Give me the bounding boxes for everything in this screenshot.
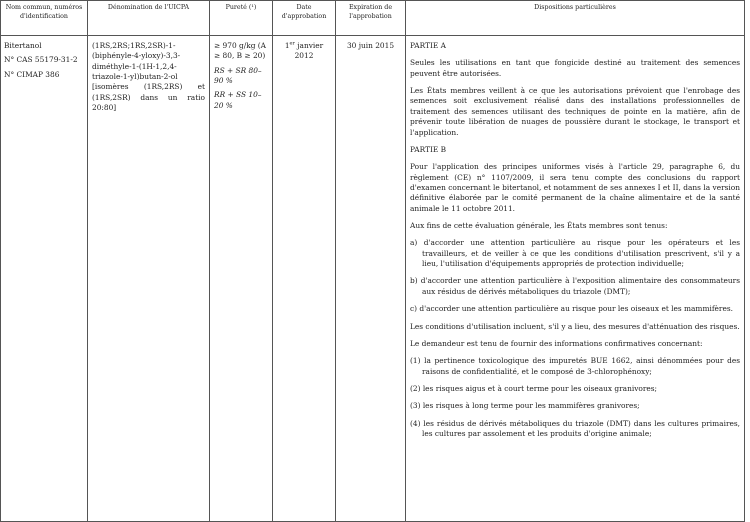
purity-rr-ss: RR + SS 10– 20 %: [214, 90, 262, 110]
part-a-paragraph-2: Les États membres veillent à ce que les autorisations prévoient que l'enrobage des semences soit exclusivement réalisé dans des installations professionnelles de traitement des semences utilisant des techniques de pointe en la matière, afin de prévenir toute libération de nuages de poussière durant le stockage, le transport et l'application.: [410, 86, 740, 137]
part-b-paragraph-3: Les conditions d'utilisation incluent, s'il y a lieu, des mesures d'atténuation des risques.: [410, 321, 740, 331]
approval-day-sup: er: [289, 40, 295, 47]
cas-number: N° CAS 55179-31-2: [4, 55, 78, 65]
part-b-paragraph-2: Aux fins de cette évaluation générale, les États membres sont tenus:: [410, 221, 668, 231]
list-item: c) d'accorder une attention particulière au risque pour les oiseaux et les mammifères.: [410, 304, 733, 314]
header-approval-date: Date d'approbation: [273, 1, 336, 36]
approval-day: 1: [284, 41, 290, 50]
list-item: (1) la pertinence toxicologique des impuretés BUE 1662, ainsi dénommées pour des raisons de confidentialité, et le composé de 3-chlorophénoxy;: [410, 356, 740, 376]
purity-rs-sr: RS + SR 80– 90 %: [214, 65, 262, 86]
header-provisions: Dispositions particulières: [406, 1, 745, 36]
part-b-paragraph-1: Pour l'application des principes uniformes visés à l'article 29, paragraphe 6, du règlement (CE) n° 1107/2009, il sera tenu compte des conclusions du rapport d'examen concernant le bitertanol, et notamment de ses annexes I et II, dans la version définitive élaborée par le comité permanent de la chaîne alimentaire et de la santé animale le 11 octobre 2011.: [410, 162, 740, 213]
table-header-row: [1, 1, 745, 36]
expiration-cell: [336, 36, 406, 522]
part-b-title: PARTIE B: [410, 144, 447, 154]
list-item: (3) les risques à long terme pour les mammifères granivores;: [410, 401, 640, 411]
part-b-paragraph-4: Le demandeur est tenu de fournir des informations confirmatives concernant:: [410, 338, 703, 348]
purity-cell: [210, 36, 273, 522]
common-name-cell: [1, 36, 88, 522]
header-common-name: Nom commun, numéros d'identification: [1, 1, 88, 36]
header-expiration: Expiration de l'approbation: [336, 1, 406, 36]
list-item: (2) les risques aigus et à court terme pour les oiseaux granivores;: [410, 383, 658, 393]
list-item: a) d'accorder une attention particulière au risque pour les opérateurs et les travailleurs, et de veiller à ce que les conditions d'utilisation prescrivent, s'il y a lieu, l'utilisation d'équipements appropriés de protection individuelle;: [410, 238, 740, 269]
expiration-date: 30 juin 2015: [346, 41, 395, 50]
part-a-paragraph-1: Seules les utilisations en tant que fongicide destiné au traitement des semences peuvent être autorisées.: [410, 58, 740, 78]
list-item: (4) les résidus de dérivés métaboliques du triazole (DMT) dans les cultures primaires, les cultures par assolement et les produits d'origine animale;: [410, 418, 740, 439]
header-purity: Pureté (¹): [210, 1, 273, 36]
header-iupac: Dénomination de l'UICPA: [88, 1, 210, 36]
cimap-number: N° CIMAP 386: [4, 69, 60, 79]
provisions-cell: [406, 36, 745, 522]
part-a-title: PARTIE A: [410, 41, 446, 50]
list-item: b) d'accorder une attention particulière à l'exposition alimentaire des consommateurs aux résidus de dérivés métaboliques du triazole (DMT);: [410, 276, 740, 296]
iupac-cell: [88, 36, 210, 522]
approval-month-year: janvier 2012: [294, 41, 324, 61]
approval-date-cell: [273, 36, 336, 522]
purity-main: ≥ 970 g/kg (A ≥ 80, B ≥ 20): [214, 41, 266, 61]
table-row: [1, 36, 745, 522]
common-name: Bitertanol: [4, 41, 42, 50]
iupac-name: (1RS,2RS;1RS,2SR)-1-(biphényle-4-yloxy)-3,3-diméthyle-1-(1H-1,2,4-triazole-1-yl)butan-2-ol [isomères (1RS,2RS) et (1RS,2SR) dans un ratio 20:80]: [92, 41, 205, 113]
